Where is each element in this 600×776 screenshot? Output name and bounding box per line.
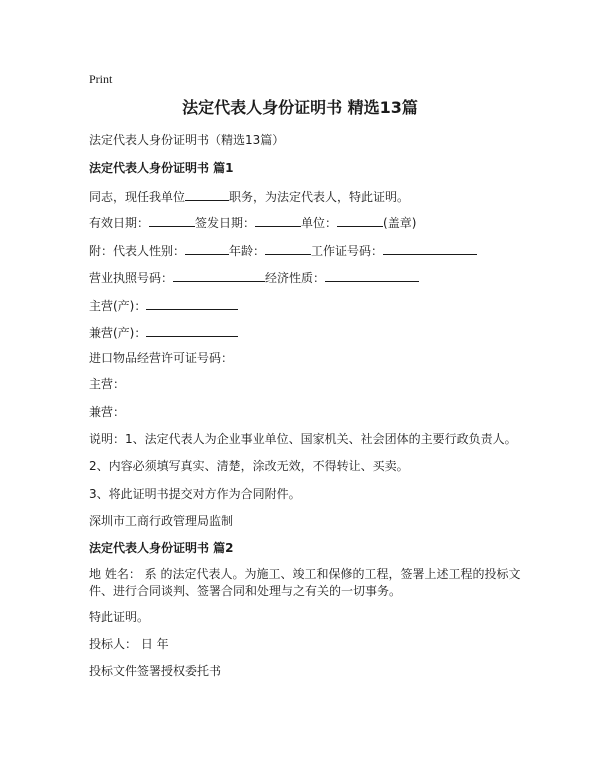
economic-nature-label: 经济性质： bbox=[265, 271, 326, 285]
unit-blank bbox=[337, 213, 383, 227]
gender-label: 附：代表人性别： bbox=[89, 244, 186, 258]
work-id-blank bbox=[383, 241, 477, 255]
seal-label: (盖章) bbox=[383, 216, 417, 230]
note-1: 说明：1、法定代表人为企业事业单位、国家机关、社会团体的主要行政负责人。 bbox=[89, 432, 517, 446]
valid-date-blank bbox=[149, 213, 195, 227]
license-blank bbox=[173, 268, 265, 282]
main-business-label: 主营(产)： bbox=[89, 299, 147, 313]
issue-date-label: 签发日期： bbox=[195, 216, 256, 230]
import-permit-line: 进口物品经营许可证号码： bbox=[89, 351, 234, 365]
issue-date-blank bbox=[255, 213, 301, 227]
greeting-text-a: 同志，现任我单位 bbox=[89, 190, 186, 204]
main-business-line bbox=[89, 296, 238, 314]
license-line bbox=[89, 268, 419, 286]
side-business-line bbox=[89, 323, 238, 341]
validity-line bbox=[89, 213, 416, 231]
side-line: 兼营： bbox=[89, 405, 126, 419]
bidder-line: 投标人： 日 年 bbox=[89, 637, 169, 651]
section2-heading: 法定代表人身份证明书 篇2 bbox=[89, 541, 234, 555]
note-3: 3、将此证明书提交对方作为合同附件。 bbox=[89, 487, 301, 501]
license-label: 营业执照号码： bbox=[89, 271, 174, 285]
document-title: 法定代表人身份证明书 精选13篇 bbox=[182, 98, 418, 117]
print-label[interactable]: Print bbox=[89, 72, 113, 86]
side-business-label: 兼营(产)： bbox=[89, 326, 147, 340]
greeting-text-b: 职务，为法定代表人，特此证明。 bbox=[229, 190, 410, 204]
main-line: 主营： bbox=[89, 377, 126, 391]
age-label: 年龄： bbox=[229, 244, 266, 258]
side-business-blank bbox=[146, 323, 238, 337]
gender-blank bbox=[185, 241, 229, 255]
supervisor-line: 深圳市工商行政管理局监制 bbox=[89, 514, 234, 528]
section1-heading: 法定代表人身份证明书 篇1 bbox=[89, 161, 234, 175]
economic-nature-blank bbox=[325, 268, 419, 282]
main-business-blank bbox=[146, 296, 238, 310]
document-subtitle: 法定代表人身份证明书（精选13篇） bbox=[89, 133, 285, 147]
valid-date-label: 有效日期： bbox=[89, 216, 150, 230]
note-2: 2、内容必须填写真实、清楚，涂改无效，不得转让、买卖。 bbox=[89, 459, 409, 473]
section2-body: 地 姓名： 系 的法定代表人。为施工、竣工和保修的工程，签署上述工程的投标文件、进行合同谈判、签署合同和处理与之有关的一切事务。 bbox=[89, 567, 521, 598]
age-blank bbox=[265, 241, 311, 255]
certify-line: 特此证明。 bbox=[89, 610, 150, 624]
representative-line bbox=[89, 241, 477, 259]
unit-label: 单位： bbox=[301, 216, 338, 230]
position-blank bbox=[185, 187, 229, 201]
greeting-line bbox=[89, 187, 409, 205]
power-of-attorney-line: 投标文件签署授权委托书 bbox=[89, 664, 222, 678]
work-id-label: 工作证号码： bbox=[311, 244, 384, 258]
